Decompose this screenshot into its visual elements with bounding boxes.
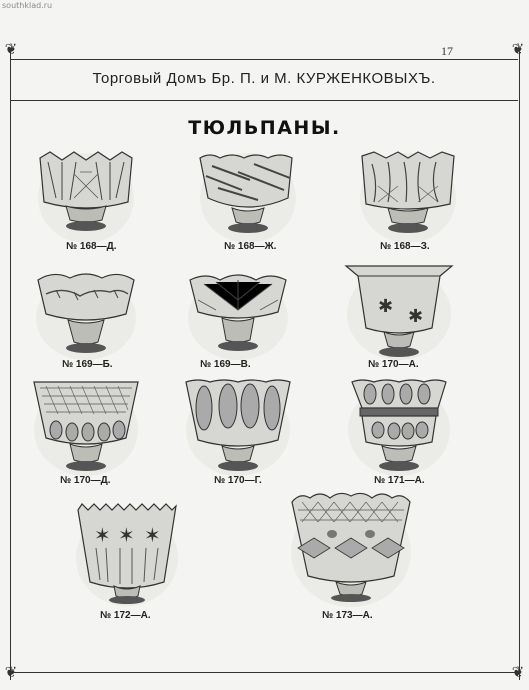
tulip-vase-170-a-icon — [344, 262, 454, 360]
catalog-item — [32, 378, 140, 486]
item-label: № 171—А. — [374, 475, 425, 486]
frame-top-rule — [10, 59, 518, 60]
header-rule — [10, 100, 518, 101]
svg-text:✱: ✱ — [378, 296, 394, 317]
section-title: ТЮЛЬПАНЫ. — [188, 117, 341, 139]
item-label: № 169—Б. — [62, 359, 113, 370]
tulip-vase-173-a-icon — [288, 490, 414, 608]
svg-text:✶: ✶ — [94, 523, 111, 547]
tulip-vase-168-d-icon — [36, 150, 136, 242]
catalog-item — [74, 502, 180, 621]
item-label: № 169—В. — [200, 359, 251, 370]
tulip-vase-168-zh-icon — [198, 150, 298, 242]
catalog-item — [34, 270, 138, 370]
tulip-vase-170-d-icon — [32, 378, 140, 476]
tulip-vase-172-a-icon — [74, 502, 180, 606]
item-label: № 168—Д. — [66, 241, 117, 252]
corner-ornament-icon: ❦ — [4, 40, 18, 58]
item-label: № 173—А. — [322, 610, 373, 621]
tulip-vase-169-b-icon — [34, 270, 138, 360]
watermark: southklad.ru — [2, 1, 53, 10]
page-number: 17 — [441, 44, 453, 58]
frame-bottom-rule — [10, 672, 518, 673]
tulip-vase-171-a-icon — [346, 378, 452, 476]
page-header: Торговый Домъ Бр. П. и М. КУРЖЕНКОВЫХЪ. — [92, 70, 436, 87]
catalog-item — [288, 490, 414, 621]
catalog-item — [198, 150, 298, 252]
tulip-vase-170-g-icon — [184, 378, 292, 476]
corner-ornament-icon: ❦ — [4, 663, 18, 681]
item-label: № 172—А. — [100, 610, 151, 621]
catalog-item — [186, 270, 290, 370]
corner-ornament-icon: ❦ — [511, 663, 525, 681]
catalog-item — [346, 378, 452, 486]
tulip-vase-168-z-icon — [358, 150, 458, 242]
catalog-item — [36, 150, 136, 252]
tulip-vase-169-v-icon — [186, 270, 290, 360]
item-label: № 170—Д. — [60, 475, 111, 486]
catalog-item — [184, 378, 292, 486]
catalog-item — [344, 262, 454, 370]
catalog-item — [358, 150, 458, 252]
svg-text:✶: ✶ — [118, 523, 135, 547]
item-label: № 168—З. — [380, 241, 430, 252]
item-label: № 170—Г. — [214, 475, 262, 486]
svg-text:✶: ✶ — [144, 523, 161, 547]
svg-text:✱: ✱ — [408, 306, 424, 327]
item-label: № 170—А. — [368, 359, 419, 370]
corner-ornament-icon: ❦ — [511, 40, 525, 58]
item-label: № 168—Ж. — [224, 241, 277, 252]
